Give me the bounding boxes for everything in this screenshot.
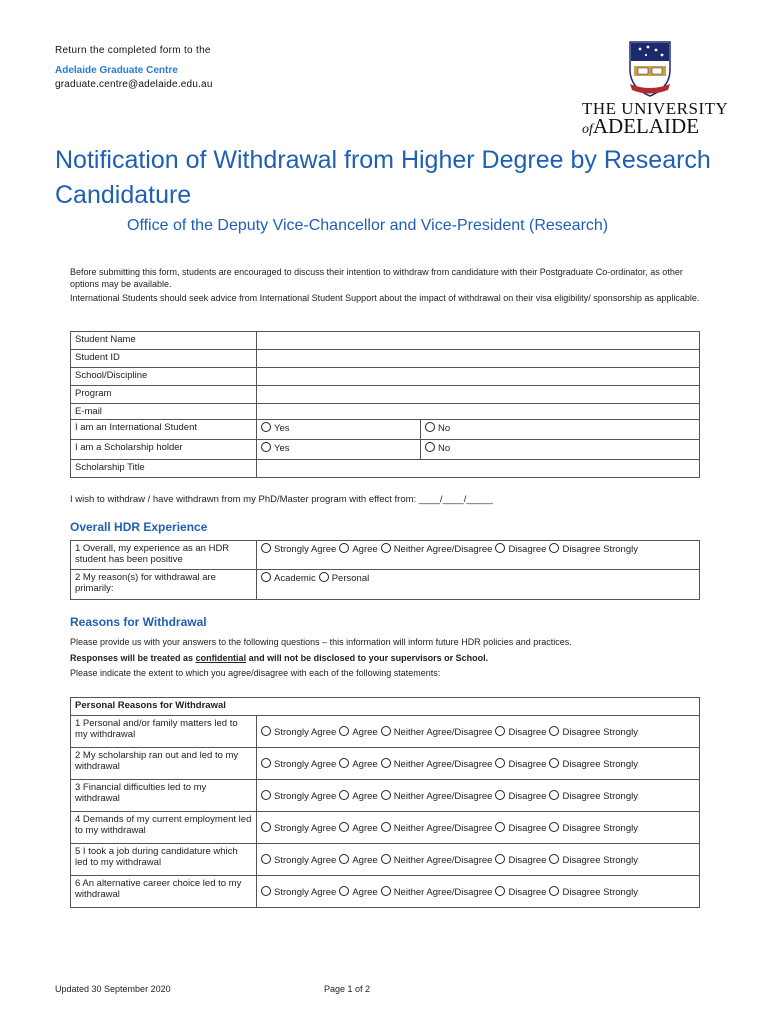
disagree-strongly-label: Disagree Strongly [562,886,638,898]
scholarship-yes-cell [257,440,421,460]
strongly-agree-radio[interactable] [261,886,271,896]
academic-radio[interactable] [261,572,271,582]
disagree-radio[interactable] [495,790,505,800]
label-school: School/Discipline [71,368,257,386]
personal-reasons-header: Personal Reasons for Withdrawal [71,698,700,716]
neither-label: Neither Agree/Disagree [393,854,493,866]
disagree-strongly-label: Disagree Strongly [562,790,638,802]
disagree-strongly-radio[interactable] [549,822,559,832]
reason-row [71,780,700,812]
reason-likert-options [257,844,700,876]
agree-radio[interactable] [339,886,349,896]
updated-date: Updated 30 September 2020 [55,984,171,994]
disagree-label: Disagree [508,822,547,834]
disagree-radio[interactable] [495,726,505,736]
student-name-field[interactable] [257,332,700,350]
logo-text-university: THE UNIVERSITY [582,99,729,118]
disagree-strongly-label: Disagree Strongly [562,822,638,834]
agree-radio[interactable] [339,726,349,736]
agree-radio[interactable] [339,854,349,864]
university-crest-icon [626,40,674,98]
agree-radio[interactable] [339,822,349,832]
scholarship-no-cell [421,440,700,460]
disagree-label: Disagree [508,854,547,866]
likert-options [257,541,700,570]
logo-text-adelaide [582,114,699,139]
strongly-agree-label: Strongly Agree [274,790,337,802]
centre-name: Adelaide Graduate Centre [55,65,178,76]
disagree-strongly-label: Disagree Strongly [562,544,638,555]
agree-label: Agree [352,726,378,738]
disagree-radio[interactable] [495,543,505,553]
international-no-cell [421,420,700,440]
no-label: No [438,423,451,434]
neither-label: Neither Agree/Disagree [393,790,493,802]
disagree-strongly-label: Disagree Strongly [562,854,638,866]
reason-likert-options [257,876,700,908]
form-subtitle: Office of the Deputy Vice-Chancellor and Vice-President (Research) [127,217,609,234]
reason-type-options [257,570,700,600]
neither-label: Neither Agree/Disagree [393,886,493,898]
agree-label: Agree [352,822,378,834]
withdrawal-date-line: I wish to withdraw / have withdrawn from my PhD/Master program with effect from: ____/____/_____ [70,494,493,505]
reasons-intro: Please provide us with your answers to the following questions – this information will inform future HDR policies and practices. [70,637,572,647]
disagree-label: Disagree [508,886,547,898]
neither-label: Neither Agree/Disagree [393,822,493,834]
reason-statement: 3 Financial difficulties led to my withdrawal [71,780,257,812]
reason-statement: 5 I took a job during candidature which led to my withdrawal [71,844,257,876]
disagree-radio[interactable] [495,854,505,864]
strongly-agree-radio[interactable] [261,758,271,768]
scholarship-no-radio[interactable] [425,442,435,452]
disagree-strongly-radio[interactable] [549,886,559,896]
confidential-notice [70,652,700,664]
neither-radio[interactable] [381,543,391,553]
agree-label: Agree [352,886,378,898]
agree-label: Agree [352,758,378,770]
overall-q2: 2 My reason(s) for withdrawal are primarily: [71,570,257,600]
label-scholarship-holder: I am a Scholarship holder [71,440,257,460]
neither-label: Neither Agree/Disagree [393,544,493,555]
overall-table [70,540,700,600]
reason-row [71,748,700,780]
reason-statement: 2 My scholarship ran out and led to my withdrawal [71,748,257,780]
disagree-strongly-radio[interactable] [549,726,559,736]
reason-likert-options [257,812,700,844]
disagree-strongly-radio[interactable] [549,758,559,768]
disagree-label: Disagree [508,790,547,802]
international-yes-radio[interactable] [261,422,271,432]
disagree-label: Disagree [508,544,547,555]
strongly-agree-radio[interactable] [261,854,271,864]
reason-row [71,716,700,748]
reason-statement: 1 Personal and/or family matters led to my withdrawal [71,716,257,748]
intro-paragraph-2: International Students should seek advice from International Student Support about the impact of withdrawal on their visa eligibility/ sponsorship as applicable. [70,293,700,303]
no-label: No [438,443,451,454]
label-student-name: Student Name [71,332,257,350]
strongly-agree-label: Strongly Agree [274,854,337,866]
neither-radio[interactable] [381,822,391,832]
disagree-radio[interactable] [495,758,505,768]
page-number: Page 1 of 2 [324,984,371,994]
neither-label: Neither Agree/Disagree [393,758,493,770]
strongly-agree-radio[interactable] [261,543,271,553]
disagree-strongly-radio[interactable] [549,790,559,800]
neither-radio[interactable] [381,758,391,768]
centre-email: graduate.centre@adelaide.edu.au [55,79,213,90]
reason-row [71,876,700,908]
personal-label: Personal [331,573,370,584]
yes-label: Yes [274,443,290,454]
strongly-agree-label: Strongly Agree [274,726,337,738]
disagree-radio[interactable] [495,822,505,832]
agree-radio[interactable] [339,790,349,800]
reason-statement: 6 An alternative career choice led to my withdrawal [71,876,257,908]
confidential-notice-a: Responses will be treated as [70,653,196,663]
reason-row [71,844,700,876]
agree-radio[interactable] [339,758,349,768]
personal-reasons-table [70,697,700,908]
reason-likert-options [257,716,700,748]
disagree-label: Disagree [508,726,547,738]
student-id-field[interactable] [257,350,700,368]
strongly-agree-label: Strongly Agree [274,758,337,770]
logo-text-of: of [582,122,593,137]
reason-rows [71,716,700,908]
logo-text-name: ADELAIDE [592,114,700,138]
agree-label: Agree [352,854,378,866]
disagree-label: Disagree [508,758,547,770]
overall-heading: Overall HDR Experience [70,520,208,534]
reason-likert-options [257,780,700,812]
confidential-notice-b: and will not be disclosed to your supervisors or School. [246,653,489,663]
reasons-heading: Reasons for Withdrawal [70,615,207,629]
strongly-agree-radio[interactable] [261,822,271,832]
strongly-agree-radio[interactable] [261,790,271,800]
neither-radio[interactable] [381,790,391,800]
strongly-agree-radio[interactable] [261,726,271,736]
neither-radio[interactable] [381,886,391,896]
academic-label: Academic [274,573,316,584]
intro-paragraph-1: Before submitting this form, students are encouraged to discuss their intention to withdraw from candidature with their Postgraduate Co-ordinator, as other options may be available. [70,267,683,289]
label-international: I am an International Student [71,420,257,440]
reason-statement: 4 Demands of my current employment led to my withdrawal [71,812,257,844]
program-field[interactable] [257,386,700,404]
personal-radio[interactable] [319,572,329,582]
agree-instruction: Please indicate the extent to which you agree/disagree with each of the following statements: [70,668,441,678]
international-no-radio[interactable] [425,422,435,432]
reason-likert-options [257,748,700,780]
scholarship-yes-radio[interactable] [261,442,271,452]
disagree-radio[interactable] [495,886,505,896]
strongly-agree-label: Strongly Agree [274,544,337,555]
international-yes-cell [257,420,421,440]
strongly-agree-label: Strongly Agree [274,822,337,834]
email-field[interactable] [257,404,700,420]
neither-label: Neither Agree/Disagree [393,726,493,738]
school-field[interactable] [257,368,700,386]
neither-radio[interactable] [381,854,391,864]
agree-label: Agree [352,790,378,802]
return-instruction: Return the completed form to the [55,45,211,56]
agree-label: Agree [352,544,378,555]
agree-radio[interactable] [339,543,349,553]
student-details-table [70,331,700,478]
neither-radio[interactable] [381,726,391,736]
label-scholarship-title: Scholarship Title [71,460,257,478]
strongly-agree-label: Strongly Agree [274,886,337,898]
disagree-strongly-label: Disagree Strongly [562,726,638,738]
scholarship-title-field[interactable] [257,460,700,478]
overall-q1: 1 Overall, my experience as an HDR student has been positive [71,541,257,570]
disagree-strongly-label: Disagree Strongly [562,758,638,770]
disagree-strongly-radio[interactable] [549,543,559,553]
reason-row [71,812,700,844]
label-email: E-mail [71,404,257,420]
disagree-strongly-radio[interactable] [549,854,559,864]
label-student-id: Student ID [71,350,257,368]
confidential-word: confidential [195,653,247,663]
yes-label: Yes [274,423,290,434]
label-program: Program [71,386,257,404]
form-title: Notification of Withdrawal from Higher Degree by Research Candidature [55,146,711,209]
